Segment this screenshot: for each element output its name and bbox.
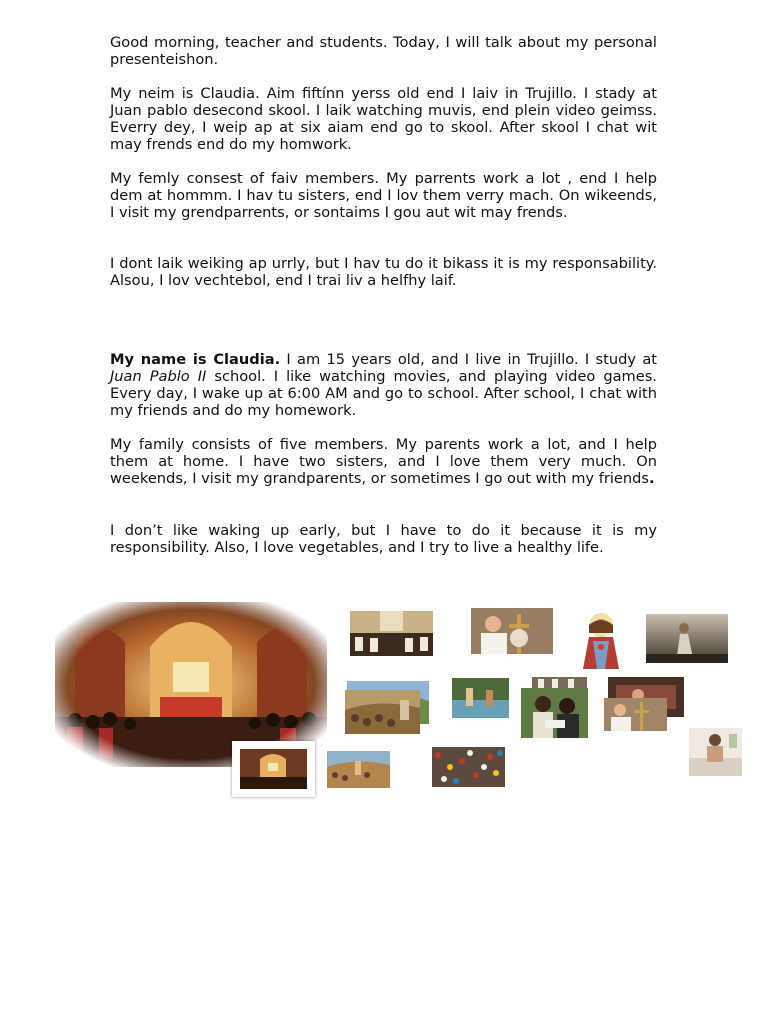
- text-span: I am 15 years old, and I live in Trujillo. I study at: [280, 351, 657, 368]
- priest-with-cross-photo-2: [604, 698, 667, 731]
- priest-with-cross-photo: [471, 608, 553, 654]
- women-reading-photo: [521, 688, 588, 738]
- crowd-photo: [432, 747, 505, 787]
- text-span: school. I like watching movies, and playing video games. Every day, I wake up at 6:00 AM and go to school. After school, I chat with my friends and do my homework.: [110, 368, 657, 419]
- original-paragraph-4: [110, 255, 657, 306]
- bold-period: .: [648, 470, 655, 487]
- school-name: Juan Pablo II: [110, 368, 207, 385]
- corrected-paragraph-3: [110, 522, 657, 573]
- people-by-river-photo: [452, 678, 509, 718]
- original-paragraph-2: [110, 85, 657, 170]
- bold-intro: My name is Claudia.: [110, 351, 281, 368]
- paragraph-text: [110, 351, 657, 419]
- original-paragraph-3: [110, 170, 657, 238]
- paragraph-text: Good morning, teacher and students. Today, I will talk about my personal presenteishon.: [110, 34, 657, 68]
- paragraph-text: [110, 436, 657, 487]
- crowd-painting-bottom: [327, 751, 390, 788]
- paragraph-text: My neim is Claudia. Aim fiftínn yerss old end I laiv in Trujillo. I stady at Juan pablo desecond skool. I laik watching muvis, end plein video geimss. Everry dey, I weip ap at six aiam end go to skool. After skool I chat wit may frends end do my homwork.: [110, 85, 657, 153]
- original-paragraph-1: [110, 34, 657, 85]
- kitchen-woman-photo: [689, 728, 742, 776]
- text-span: My family consists of five members. My parents work a lot, and I help them at home. I have two sisters, and I love them very much. On weekends, I visit my grandparents, or sometimes I go out with my friends: [110, 436, 657, 487]
- procession-photo: [532, 677, 587, 688]
- church-nave-photo-framed: [232, 741, 315, 797]
- jesus-heart-painting: [575, 611, 627, 669]
- paragraph-text: I don’t like waking up early, but I have to do it because it is my responsibility. Also, I love vegetables, and I try to live a healthy life.: [110, 522, 657, 556]
- sermon-crowd-painting: [345, 690, 420, 734]
- paragraph-text: I dont laik weiking ap urrly, but I hav tu do it bikass it is my responsability. Alsou, I lov vechtebol, end I trai liv a helfhy laif.: [110, 255, 657, 289]
- church-choir-photo: [350, 611, 433, 656]
- jesus-figure-photo: [646, 614, 728, 663]
- corrected-paragraph-1: [110, 351, 657, 436]
- paragraph-text: My femly consest of faiv members. My parrents work a lot , end I help dem at hommm. I hav tu sisters, end I lov them verry mach. On wikeends, I visit my grendparrents, or sontaims I gou aut wit may frends.: [110, 170, 657, 221]
- corrected-paragraph-2: [110, 436, 657, 504]
